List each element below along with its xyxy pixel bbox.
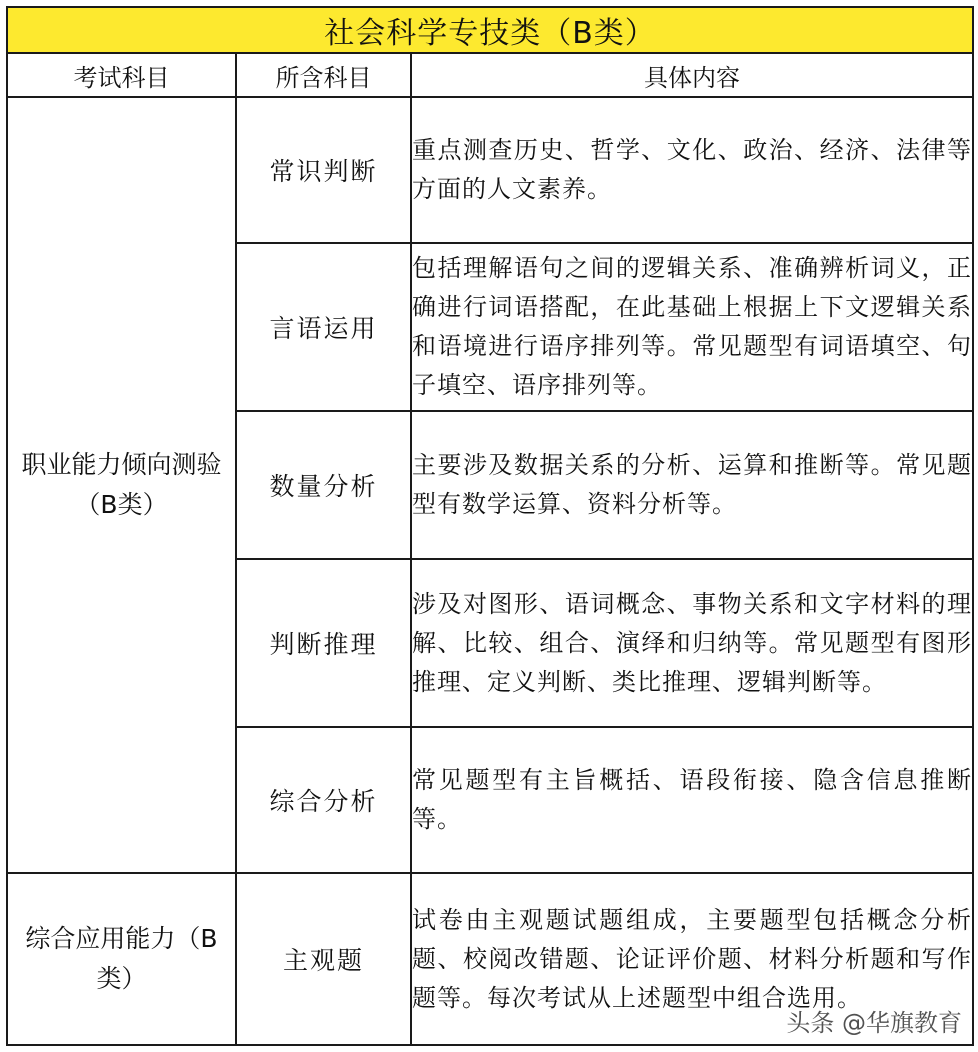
exam-subject-cell: 职业能力倾向测验（B类） [7,97,236,873]
sub-subject-cell: 判断推理 [236,559,411,727]
sub-subject-cell: 言语运用 [236,243,411,411]
content-cell: 涉及对图形、语词概念、事物关系和文字材料的理解、比较、组合、演绎和归纳等。常见题型有图形推理、定义判断、类比推理、逻辑判断等。 [411,559,973,727]
sub-subject-cell: 主观题 [236,873,411,1045]
sub-subject-cell: 常识判断 [236,97,411,243]
content-cell: 试卷由主观题试题组成，主要题型包括概念分析题、校阅改错题、论证评价题、材料分析题和写作题等。每次考试从上述题型中组合选用。 [411,873,973,1045]
exam-subjects-table [6,6,974,1046]
sub-subject-cell: 数量分析 [236,411,411,559]
content-cell: 包括理解语句之间的逻辑关系、准确辨析词义，正确进行词语搭配，在此基础上根据上下文逻辑关系和语境进行语序排列等。常见题型有词语填空、句子填空、语序排列等。 [411,243,973,411]
content-cell: 主要涉及数据关系的分析、运算和推断等。常见题型有数学运算、资料分析等。 [411,411,973,559]
header-sub-subject: 所含科目 [236,53,411,97]
table-row [7,97,973,243]
header-row [7,53,973,97]
table-title: 社会科学专技类（B类） [7,7,973,53]
watermark: 头条 @华旗教育 [786,1009,962,1037]
header-exam-subject: 考试科目 [7,53,236,97]
title-row [7,7,973,53]
content-cell: 重点测查历史、哲学、文化、政治、经济、法律等方面的人文素养。 [411,97,973,243]
sub-subject-cell: 综合分析 [236,727,411,873]
header-content: 具体内容 [411,53,973,97]
content-cell: 常见题型有主旨概括、语段衔接、隐含信息推断等。 [411,727,973,873]
exam-subject-cell: 综合应用能力（B类） [7,873,236,1045]
